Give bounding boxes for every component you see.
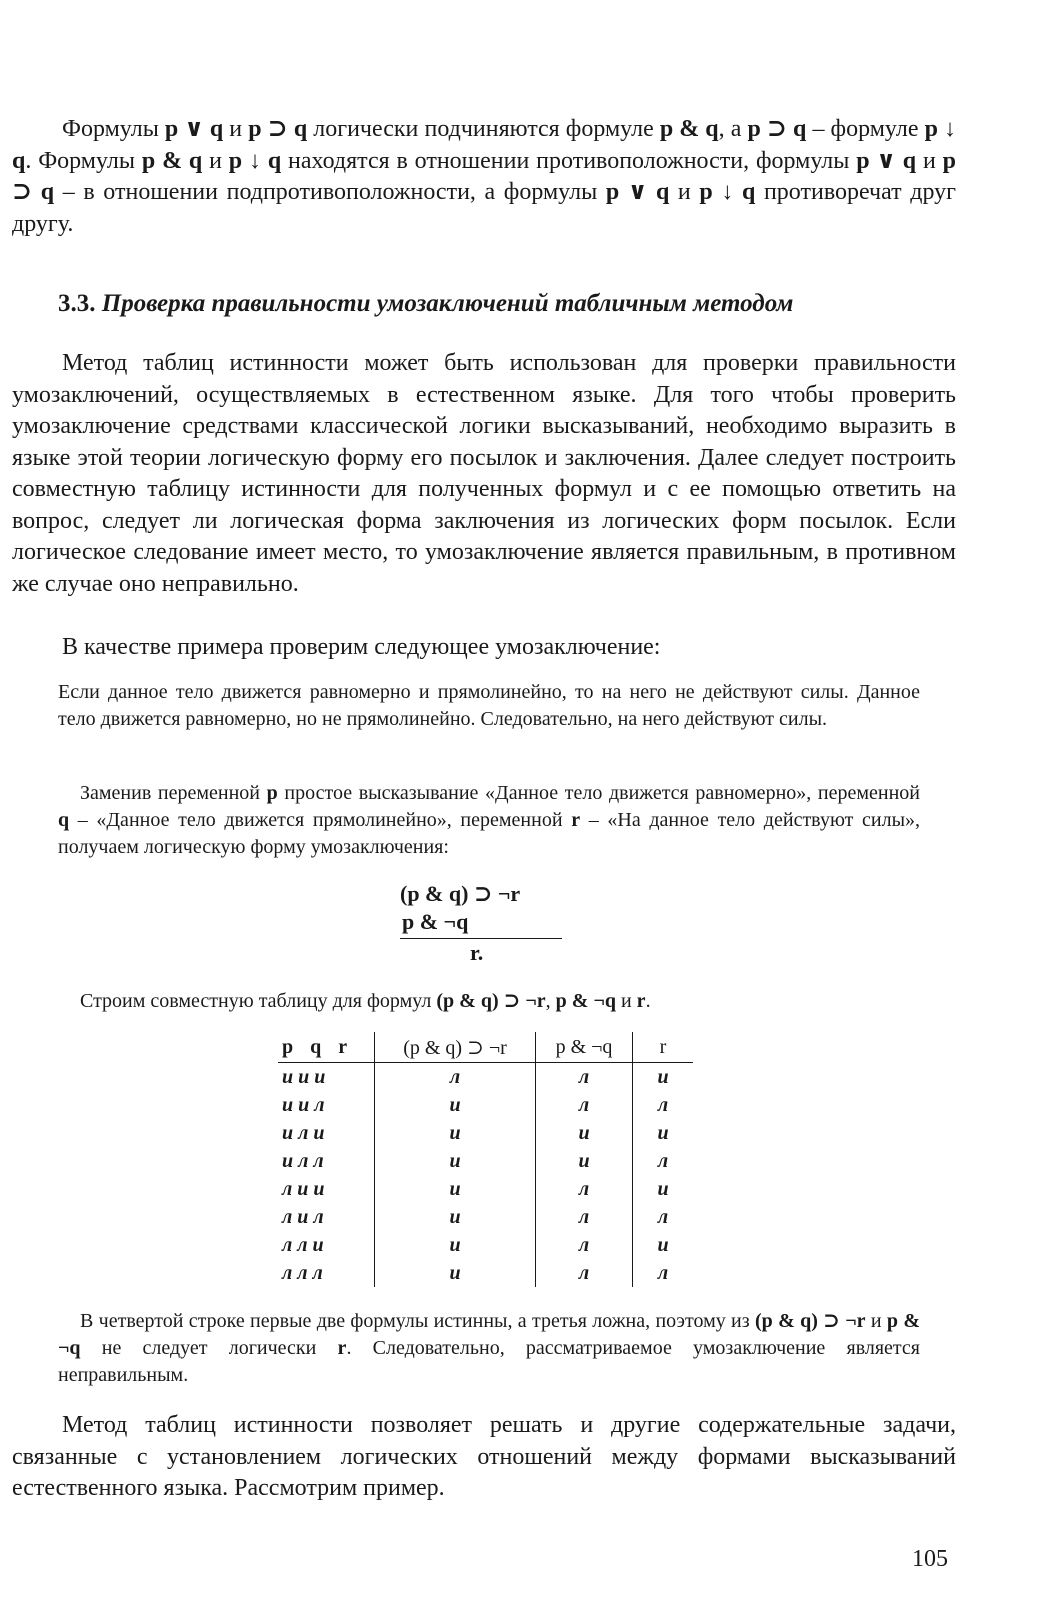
table-cell: и bbox=[633, 1231, 694, 1259]
table-cell: и л и bbox=[282, 1121, 325, 1144]
table-cell: и bbox=[633, 1119, 694, 1147]
table-cell: л и л bbox=[282, 1205, 324, 1228]
table-row bbox=[278, 1175, 693, 1203]
section-heading: 3.3. Проверка правильности умозаключений табличным методом bbox=[58, 290, 794, 317]
paragraph-formula-relations: Формулы p ∨ q и p ⊃ q логически подчиняются формуле p & q, а p ⊃ q – формуле p ↓ q. Формулы p & q и p ↓ q находятся в отношении противоположности, формулы p ∨ q и p ⊃ q – в отношении подпротивоположности, а формулы p ∨ q и p ↓ q противоречат друг другу. bbox=[12, 116, 957, 237]
table-cell: и bbox=[633, 1063, 694, 1092]
inference-schema bbox=[400, 880, 562, 967]
header-formula-2: p & ¬q bbox=[536, 1032, 633, 1063]
table-cell: л bbox=[375, 1063, 536, 1092]
paragraph-method-description: Метод таблиц истинности может быть использован для проверки правильности умозаключений, осуществляемых в естественном языке. Для того чтобы проверить умозаключение средствами классической логики высказываний, необходимо выразить в языке этой теории логическую форму его посылок и заключения. Далее следует построить совместную таблицу истинности для полученных формул и с ее помощью ответить на вопрос, следует ли логическая форма заключения из логических форм посылок. Если логическое следование имеет место, то умозаключение является правильным, в противном же случае оно неправильно. bbox=[12, 350, 956, 597]
table-cell: и bbox=[536, 1147, 633, 1175]
table-row bbox=[278, 1259, 693, 1287]
table-row bbox=[278, 1203, 693, 1231]
table-row bbox=[278, 1147, 693, 1175]
table-cell: и bbox=[375, 1091, 536, 1119]
table-cell: и л л bbox=[282, 1149, 324, 1172]
table-cell: и bbox=[375, 1231, 536, 1259]
truth-table-header bbox=[278, 1032, 693, 1063]
example-inference: Если данное тело движется равномерно и прямолинейно, то на него не действуют силы. Данное тело движется равномерно, но не прямолинейно. Следовательно, на него действуют силы. bbox=[58, 681, 920, 730]
paragraph-example-intro: В качестве примера проверим следующее умозаключение: bbox=[62, 634, 661, 660]
paragraph-table-conclusion: В четвертой строке первые две формулы истинны, а третья ложна, поэтому из (p & q) ⊃ ¬r и p & ¬q не следует логически r. Следовательно, рассматриваемое умозаключение является неправильным. bbox=[58, 1310, 921, 1386]
table-cell: л bbox=[536, 1203, 633, 1231]
table-cell: и и л bbox=[282, 1093, 325, 1116]
paragraph-table-intro: Строим совместную таблицу для формул (p & q) ⊃ ¬r, p & ¬q и r. bbox=[80, 990, 651, 1012]
table-cell: л bbox=[536, 1091, 633, 1119]
header-formula-3: r bbox=[633, 1032, 694, 1063]
table-cell: л bbox=[536, 1259, 633, 1287]
table-cell: и bbox=[375, 1147, 536, 1175]
table-row bbox=[278, 1063, 693, 1092]
truth-table bbox=[278, 1032, 693, 1287]
table-row bbox=[278, 1231, 693, 1259]
table-row bbox=[278, 1091, 693, 1119]
schema-conclusion: r. bbox=[470, 940, 484, 965]
table-cell: и bbox=[375, 1203, 536, 1231]
table-cell: л и и bbox=[282, 1177, 325, 1200]
table-cell: л bbox=[536, 1063, 633, 1092]
schema-premise-1: (p & q) ⊃ ¬r bbox=[400, 881, 521, 906]
table-cell: л л л bbox=[282, 1261, 323, 1284]
table-cell: л bbox=[536, 1231, 633, 1259]
table-cell: и bbox=[375, 1119, 536, 1147]
table-cell: и bbox=[375, 1175, 536, 1203]
header-variables: p q r bbox=[278, 1032, 375, 1063]
table-cell: и bbox=[375, 1259, 536, 1287]
paragraph-variable-substitution: Заменив переменной p простое высказывание «Данное тело движется равномерно», переменной q – «Данное тело движется прямолинейно», переменной r – «На данное тело действуют силы», получаем логическую форму умозаключения: bbox=[58, 782, 921, 858]
table-cell: л bbox=[633, 1091, 694, 1119]
schema-premise-2: p & ¬q bbox=[400, 908, 562, 939]
table-cell: л bbox=[633, 1203, 694, 1231]
table-cell: и и и bbox=[282, 1065, 326, 1088]
paragraph-method-other-tasks: Метод таблиц истинности позволяет решать и другие содержательные задачи, связанные с установлением логических отношений между формами высказываний естественного языка. Рассмотрим пример. bbox=[12, 1412, 956, 1501]
header-formula-1: (p & q) ⊃ ¬r bbox=[375, 1032, 536, 1063]
table-cell: л л и bbox=[282, 1233, 324, 1256]
page-number: 105 bbox=[912, 1546, 948, 1572]
table-cell: и bbox=[633, 1175, 694, 1203]
table-row bbox=[278, 1119, 693, 1147]
table-cell: л bbox=[536, 1175, 633, 1203]
table-cell: л bbox=[633, 1147, 694, 1175]
table-cell: л bbox=[633, 1259, 694, 1287]
table-cell: и bbox=[536, 1119, 633, 1147]
